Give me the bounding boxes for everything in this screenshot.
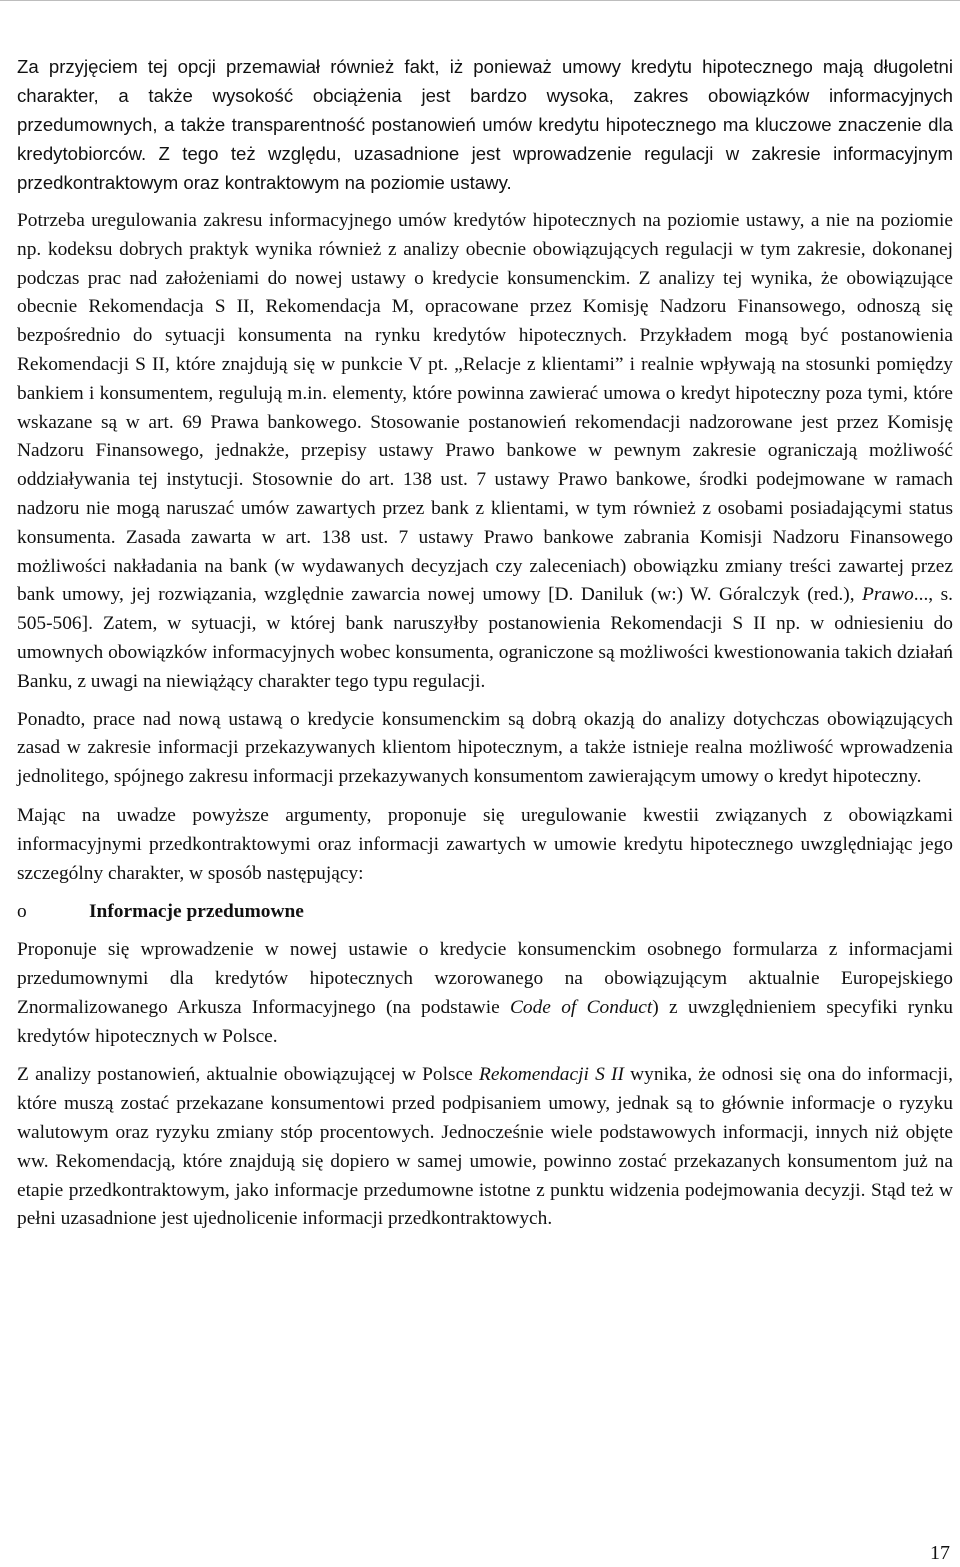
paragraph-2 — [17, 207, 953, 697]
section-heading — [17, 898, 953, 927]
paragraph-2-italic: Prawo — [862, 584, 914, 606]
paragraph-2-text-b: ..., s. 505-506]. Zatem, w sytuacji, w której bank naruszyłby postanowienia Rekomendacji S II np. w odniesieniu do umownych obowiązków informacyjnych wobec konsumenta, ograniczone są możliwości kwestionowania takich działań Banku, z uwagi na niewiążący charakter tego typu regulacji. — [17, 584, 953, 692]
paragraph-5-italic: Code of Conduct — [509, 996, 653, 1018]
paragraph-6-italic: Rekomendacji S II — [479, 1064, 624, 1086]
paragraph-1: Za przyjęciem tej opcji przemawiał również fakt, iż ponieważ umowy kredytu hipotecznego mają długoletni charakter, a także wysokość obciążenia jest bardzo wysoka, zakres obowiązków informacyjnych przedumownych, a także transparentność postanowień umów kredytu hipotecznego ma kluczowe znaczenie dla kredytobiorców. Z tego też względu, uzasadnione jest wprowadzenie regulacji w zakresie informacyjnym przedkontraktowym oraz kontraktowym na poziomie ustawy. — [17, 56, 953, 193]
paragraph-5-text-b: ) z uwzględnieniem specyfiki rynku kredytów hipotecznych w Polsce. — [17, 996, 953, 1047]
paragraph-2-text-a: Potrzeba uregulowania zakresu informacyjnego umów kredytów hipotecznych na poziomie ustawy, a nie na poziomie np. kodeksu dobrych praktyk wynika również z analizy obecnie obowiązujących regulacji w tym zakresie, dokonanej podczas prac nad założeniami do nowej ustawy o kredycie konsumenckim. Z analizy tej wynika, że obowiązujące obecnie Rekomendacja S II, Rekomendacja M, opracowane przez Komisję Nadzoru Finansowego, odnoszą się bezpośrednio do sytuacji konsumenta na rynku kredytów hipotecznych. Przykładem mogą być postanowienia Rekomendacji S II, które znajdują się w punkcie V pt. „Relacje z klientami” i realnie wpływają na stosunki pomiędzy bankiem i konsumentem, regulują m.in. elementy, które powinna zawierać umowa o kredyt hipoteczny poza tymi, które wskazane są w art. 69 Prawa bankowego. Stosowanie postanowień rekomendacji nadzorowane jest przez Komisję Nadzoru Finansowego, jednakże, przepisy ustawy Prawo bankowe w pewnym zakresie ograniczają możliwość oddziaływania tej instytucji. Stosownie do art. 138 ust. 7 ustawy Prawo bankowe, środki podejmowane w ramach nadzoru nie mogą naruszać umów zawartych przez bank z klientami, w tym również z osobami posiadającymi status konsumenta. Zasada zawarta w art. 138 ust. 7 ustawy Prawo bankowe zabrania Komisji Nadzoru Finansowego możliwości nakładania na bank (w wydawanych decyzjach czy zaleceniach) obowiązku zmiany treści zawartej przez bank umowy, jej rozwiązania, względnie zawarcia nowej umowy [D. Daniluk (w:) W. Góralczyk (red.), — [17, 210, 953, 606]
page-number: 17 — [930, 1542, 950, 1564]
paragraph-4: Mając na uwadze powyższe argumenty, proponuje się uregulowanie kwestii związanych z obowiązkami informacyjnymi przedkontraktowymi oraz informacji zawartych w umowie kredytu hipotecznego uwzględniając jego szczególny charakter, w sposób następujący: — [17, 804, 953, 884]
paragraph-6-text-a: Z analizy postanowień, aktualnie obowiązującej w Polsce — [17, 1064, 480, 1086]
paragraph-5 — [17, 936, 953, 1051]
paragraph-6-text-b: wynika, że odnosi się ona do informacji, które muszą zostać przekazane konsumentowi przed podpisaniem umowy, jednak są to głównie informacje o ryzyku walutowym oraz ryzyku zmiany stóp procentowych. Jednocześnie wiele podstawowych informacji, innych niż objęte ww. Rekomendacją, które znajdują się dopiero w samej umowie, powinno zostać przekazanych konsumentom już na etapie przedkontraktowym, jako informacje przedumowne istotne z punktu widzenia podejmowania decyzji. Stąd też w pełni uzasadnione jest ujednolicenie informacji przedkontraktowych. — [17, 1064, 953, 1230]
top-rule — [0, 0, 960, 1]
paragraph-5-text-a: Proponuje się wprowadzenie w nowej ustawie o kredycie konsumenckim osobnego formularza z informacjami przedumownymi dla kredytów hipotecznych wzorowanego na obowiązującym aktualnie Europejskiego Znormalizowanego Arkusza Informacyjnego (na podstawie — [17, 939, 953, 1018]
document-body — [17, 52, 953, 1234]
paragraph-3: Ponadto, prace nad nową ustawą o kredycie konsumenckim są dobrą okazją do analizy dotychczas obowiązujących zasad w zakresie informacji przekazywanych klientom hipotecznym, a także istnieje realna możliwość wprowadzenia jednolitego, spójnego zakresu informacji przekazywanych konsumentom zawierającym umowy o kredyt hipoteczny. — [17, 708, 953, 788]
paragraph-6 — [17, 1061, 953, 1234]
bullet-marker: o — [17, 901, 27, 923]
section-heading-text: Informacje przedumowne — [89, 901, 304, 923]
